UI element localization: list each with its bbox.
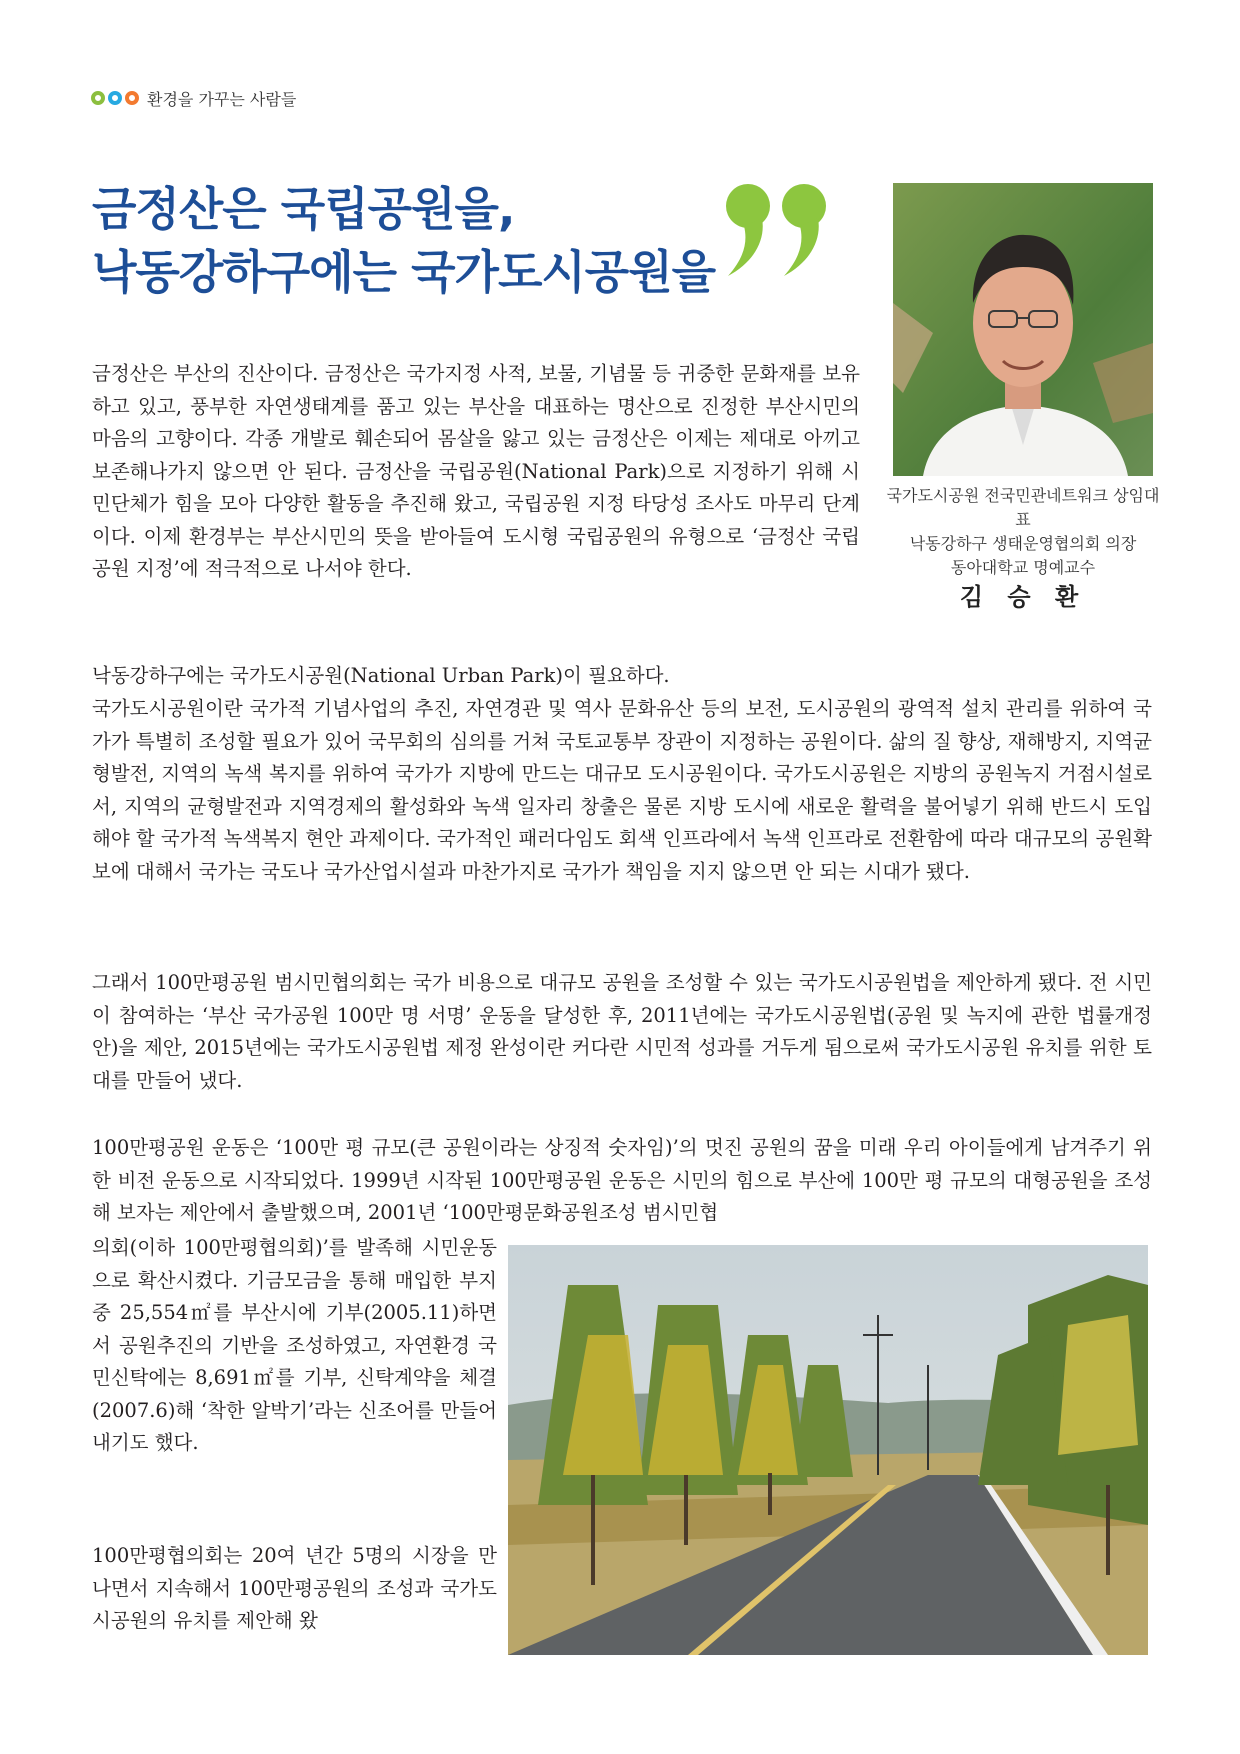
body-paragraph-1: 금정산은 부산의 진산이다. 금정산은 국가지정 사적, 보물, 기념물 등 귀중한 문화재를 보유하고 있고, 풍부한 자연생태계를 품고 있는 부산을 대표하는 명산으로 진정한 부산시민의 마음의 고향이다. 각종 개발로 훼손되어 몸살을 앓고 있는 금정산은 이제는 제대로 아끼고 보존해나가지 않으면 안 된다. 금정산을 국립공원(National Park)으로 지정하기 위해 시민단체가 힘을 모아 다양한 활동을 추진해 왔고, 국립공원 지정 타당성 조사도 마무리 단계이다. 이제 환경부는 부산시민의 뜻을 받아들여 도시형 국립공원의 유형으로 ‘금정산 국립공원 지정’에 적극적으로 나서야 한다. <box>92 362 860 580</box>
title-line-2: 낙동강하구에는 국가도시공원을 <box>92 245 716 299</box>
body-paragraph-4: 그래서 100만평공원 범시민협의회는 국가 비용으로 대규모 공원을 조성할 수 있는 국가도시공원법을 제안하게 됐다. 전 시민이 참여하는 ‘부산 국가공원 100만 명 서명’ 운동을 달성한 후, 2011년에는 국가도시공원법(공원 및 녹지에 관한 법률개정안)을 제안, 2015년에는 국가도시공원법 제정 완성이란 커다란 시민적 성과를 거두게 됨으로써 국가도시공원 유치를 위한 토대를 만들어 냈다. <box>92 971 1152 1092</box>
body-paragraph-2: 낙동강하구에는 국가도시공원(National Urban Park)이 필요하다. <box>92 664 670 687</box>
body-paragraph-5-continued: 의회(이하 100만평협의회)’를 발족해 시민운동으로 확산시켰다. 기금모금을 통해 매입한 부지 중 25,554㎡를 부산시에 기부(2005.11)하면서 공원추진의 기반을 조성하였고, 자연환경 국민신탁에는 8,691㎡를 기부, 신탁계약을 체결(2007.6)해 ‘착한 알박기’라는 신조어를 만들어 내기도 했다. <box>92 1236 497 1454</box>
profile-name: 김 승 환 <box>959 583 1087 611</box>
title-line-1: 금정산은 국립공원을, <box>92 182 515 236</box>
section-label: 환경을 가꾸는 사람들 <box>147 89 297 109</box>
green-ring-icon <box>91 91 105 105</box>
blue-ring-icon <box>108 91 122 105</box>
profile-role-1: 국가도시공원 전국민관네트워크 상임대표 <box>886 486 1160 529</box>
body-paragraph-3: 국가도시공원이란 국가적 기념사업의 추진, 자연경관 및 역사 문화유산 등의 보전, 도시공원의 광역적 설치 관리를 위하여 국가가 특별히 조성할 필요가 있어 국무회의 심의를 거쳐 국토교통부 장관이 지정하는 공원이다. 삶의 질 향상, 재해방지, 지역균형발전, 지역의 녹색 복지를 위하여 국가가 지방에 만드는 대규모 도시공원이다. 국가도시공원은 지방의 공원녹지 거점시설로서, 지역의 균형발전과 지역경제의 활성화와 녹색 일자리 창출은 물론 지방 도시에 새로운 활력을 불어넣기 위해 반드시 도입해야 할 국가적 녹색복지 현안 과제이다. 국가적인 패러다임도 회색 인프라에서 녹색 인프라로 전환함에 따라 대규모의 공원확보에 대해서 국가는 국도나 국가산업시설과 마찬가지로 국가가 책임을 지지 않으면 안 되는 시대가 됐다. <box>92 697 1152 883</box>
section-header <box>91 86 296 110</box>
article-title <box>92 178 715 304</box>
body-paragraph-5: 100만평공원 운동은 ‘100만 평 규모(큰 공원이라는 상징적 숫자임)’의 멋진 공원의 꿈을 미래 우리 아이들에게 남겨주기 위한 비전 운동으로 시작되었다. 1999년 시작된 100만평공원 운동은 시민의 힘으로 부산에 100만 평 규모의 대형공원을 조성해 보자는 제안에서 출발했으며, 2001년 ‘100만평문화공원조성 범시민협 <box>92 1136 1152 1224</box>
profile-role-3: 동아대학교 명예교수 <box>950 558 1096 577</box>
body-paragraph-6: 100만평협의회는 20여 년간 5명의 시장을 만나면서 지속해서 100만평공원의 조성과 국가도시공원의 유치를 제안해 왔 <box>92 1544 497 1632</box>
portrait-photo <box>893 183 1153 476</box>
profile-role-2: 낙동강하구 생태운영협의회 의장 <box>909 534 1137 553</box>
orange-ring-icon <box>125 91 139 105</box>
section-rings-icon <box>91 91 139 105</box>
ginkgo-road-photo <box>508 1245 1148 1655</box>
quote-mark-icon <box>718 178 838 278</box>
profile-caption <box>880 484 1166 614</box>
